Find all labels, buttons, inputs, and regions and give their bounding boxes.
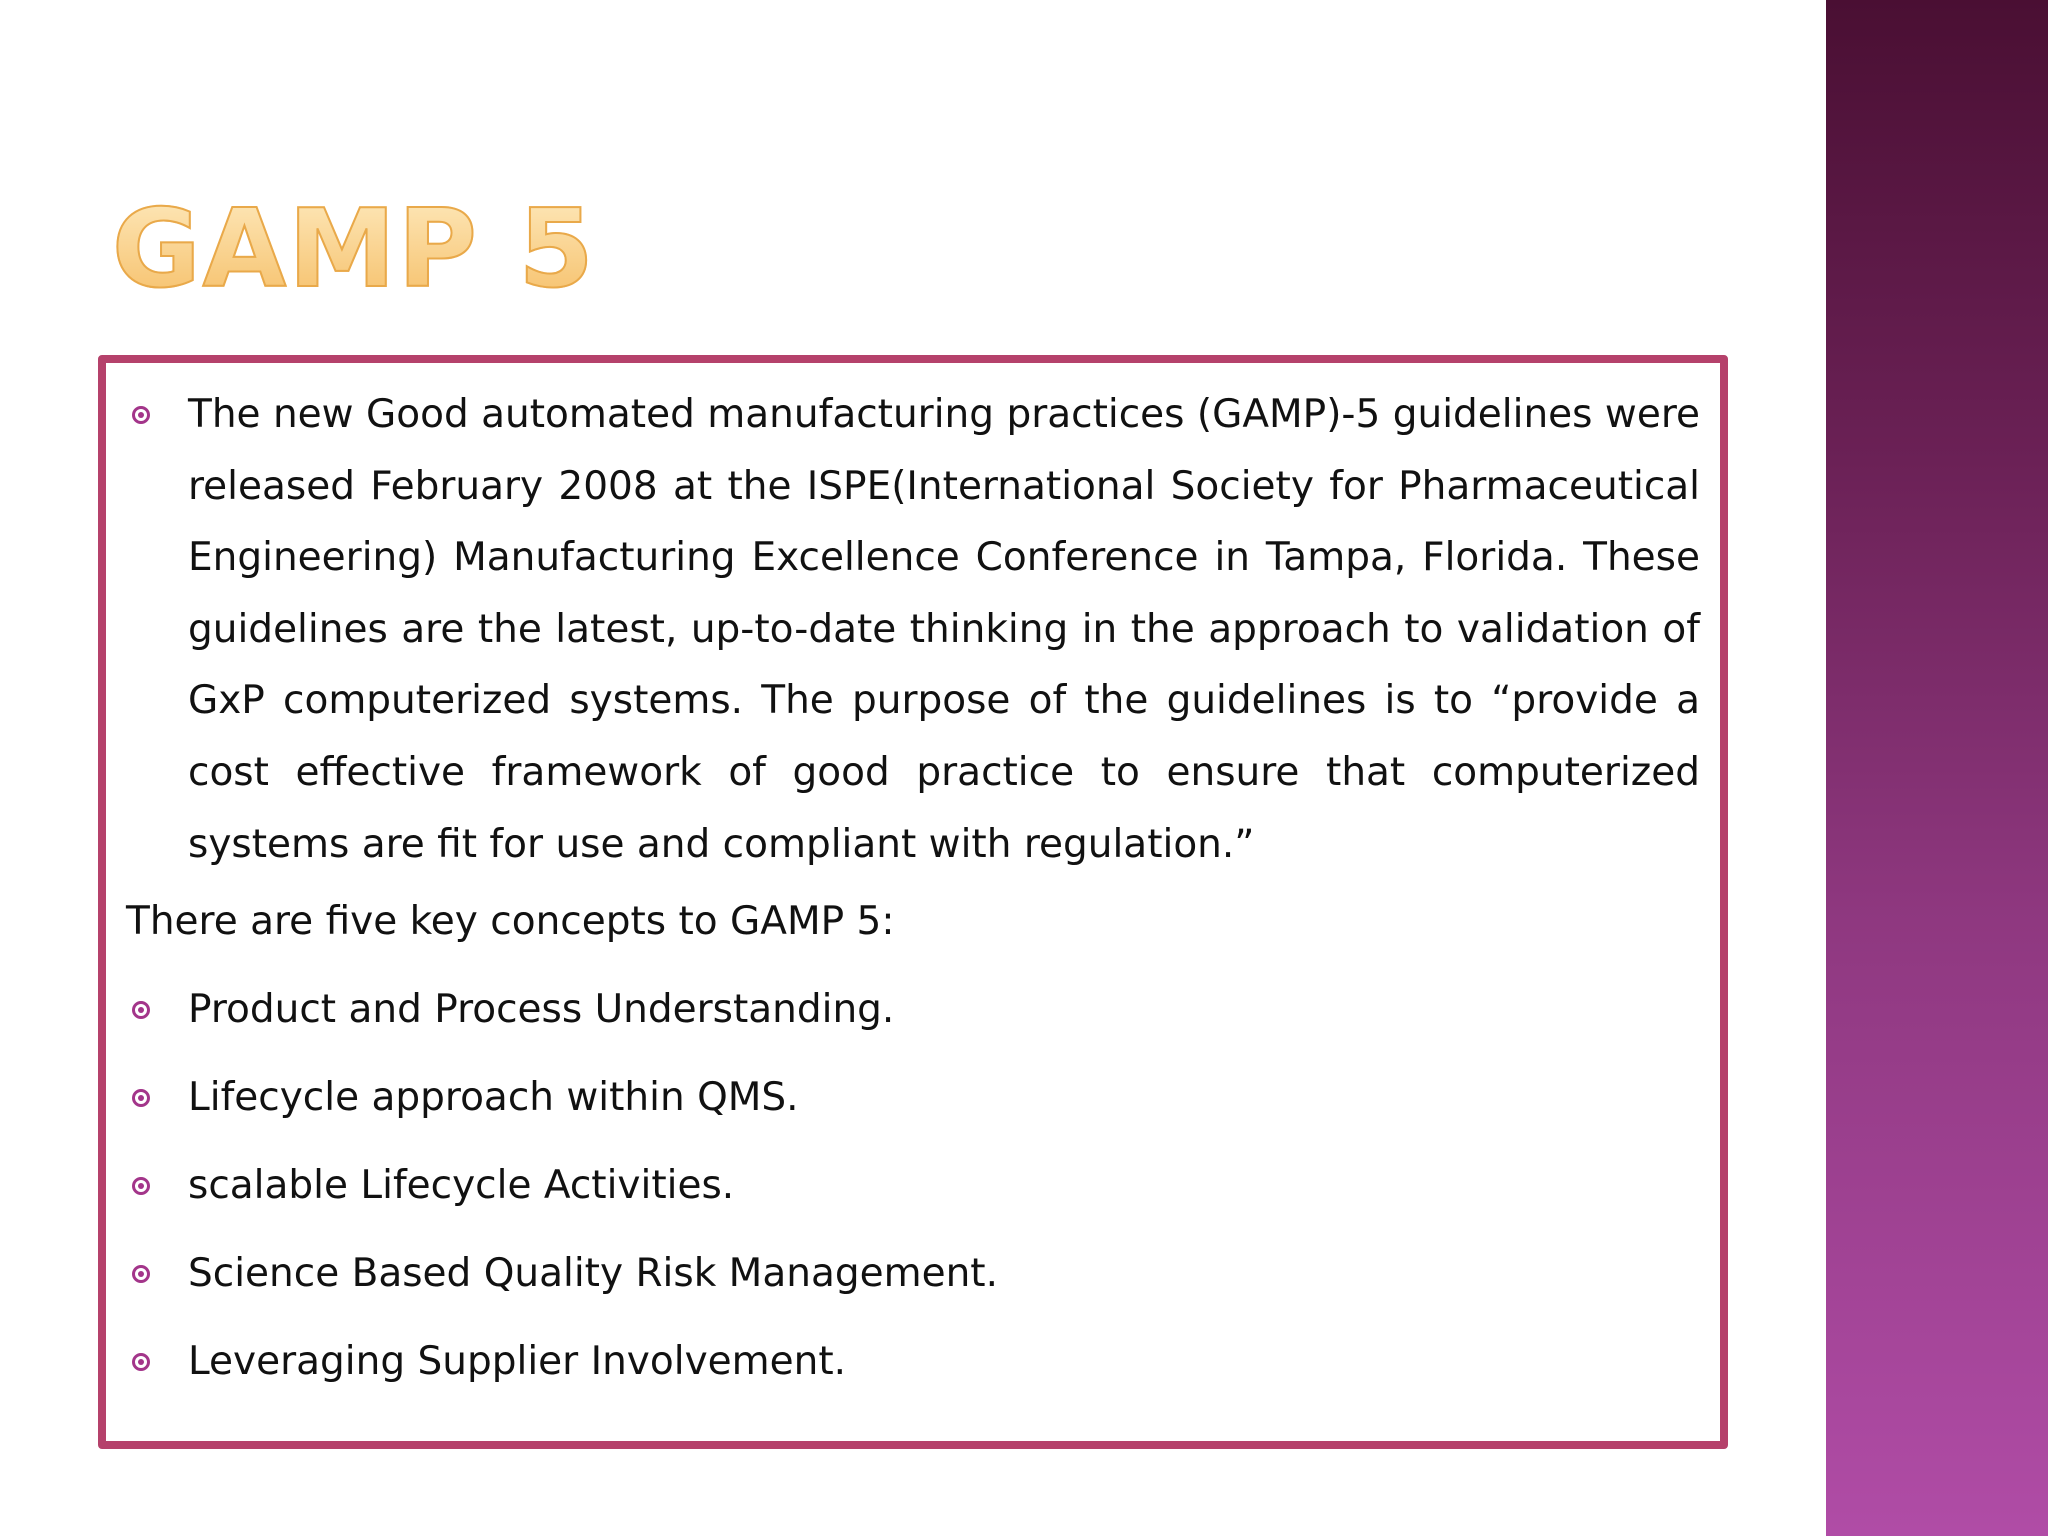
bullet-marker <box>126 1068 188 1128</box>
concept-label: Leveraging Supplier Involvement. <box>188 1339 847 1385</box>
concept-item-5 <box>126 1332 1700 1392</box>
circled-dot-bullet-icon <box>132 1353 150 1371</box>
concepts-heading: There are five key concepts to GAMP 5: <box>126 899 895 945</box>
circled-dot-bullet-icon <box>132 1265 150 1283</box>
circled-dot-bullet-icon <box>132 1001 150 1019</box>
concept-item-2 <box>126 1068 1700 1128</box>
bullet-marker <box>126 1244 188 1304</box>
circled-dot-bullet-icon <box>132 406 150 424</box>
bullet-marker <box>126 1156 188 1216</box>
concept-item-3 <box>126 1156 1700 1216</box>
concept-item-1 <box>126 980 1700 1040</box>
bullet-marker <box>126 980 188 1040</box>
bullet-marker <box>126 379 188 451</box>
intro-paragraph: The new Good automated manufacturing practices (GAMP)-5 guidelines were released February 2008 at the ISPE(International Society for Pharmaceutical Engineering) Manufacturing Excellence Conference in Tampa, Florida. These guidelines are the latest, up-to-date thinking in the approach to validation of GxP computerized systems. The purpose of the guidelines is to “provide a cost effective framework of good practice to ensure that computerized systems are fit for use and compliant with regulation.” <box>188 392 1700 867</box>
concept-item-4 <box>126 1244 1700 1304</box>
concept-label: Science Based Quality Risk Management. <box>188 1251 998 1297</box>
bullet-marker <box>126 1332 188 1392</box>
circled-dot-bullet-icon <box>132 1089 150 1107</box>
circled-dot-bullet-icon <box>132 1177 150 1195</box>
slide-title: GAMP 5 <box>112 187 596 312</box>
concept-label: Lifecycle approach within QMS. <box>188 1075 799 1121</box>
concept-label: Product and Process Understanding. <box>188 987 895 1033</box>
concept-label: scalable Lifecycle Activities. <box>188 1163 735 1209</box>
content-box <box>98 355 1728 1449</box>
intro-bullet-item <box>126 379 1700 880</box>
decorative-side-band <box>1826 0 2048 1536</box>
